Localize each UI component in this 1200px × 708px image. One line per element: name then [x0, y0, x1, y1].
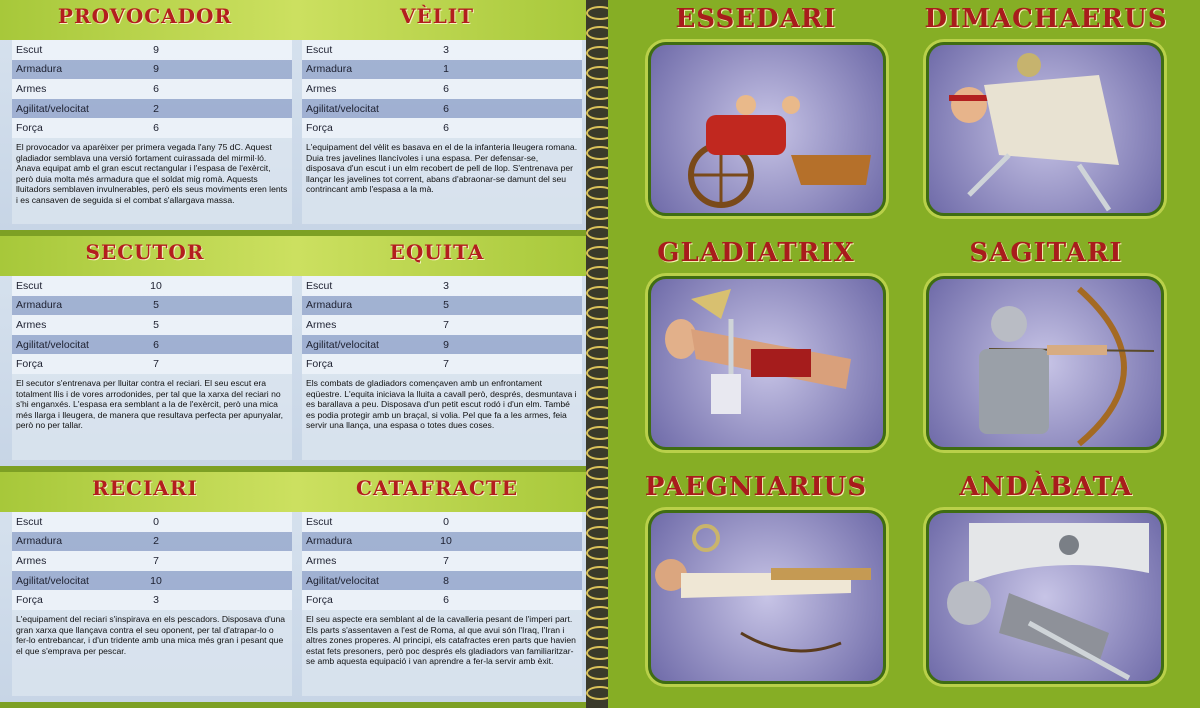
gladiator-card-gladiatrix[interactable]: [648, 276, 886, 450]
stat-row: Força 7: [12, 354, 292, 374]
gladiator-block-3: [0, 472, 592, 702]
stat-row: Armes 7: [12, 551, 292, 571]
stat-row: Agilitat/velocitat 9: [302, 335, 582, 355]
gladiator-description: L'equipament del reciari s'inspirava en els pescadors. Disposava d'una gran xarxa que llançava contra el seu oponent, per tal d'atrapar-lo o fer-lo entrebancar, i d'un tridente amb una mica més gran i pesant que el que s'emprava per pescar.: [12, 610, 292, 696]
gladiator-block-1: [0, 0, 592, 230]
stat-row: Armadura 5: [302, 296, 582, 316]
stat-row: Armadura 9: [12, 60, 292, 80]
stat-row: Armadura 10: [302, 532, 582, 552]
stat-row: Agilitat/velocitat 2: [12, 99, 292, 119]
stat-row: Força 6: [302, 590, 582, 610]
gladiator-column: [302, 512, 582, 696]
stat-row: Armes 7: [302, 315, 582, 335]
stat-row: Escut 0: [12, 512, 292, 532]
gladiator-card-sagitari[interactable]: [926, 276, 1164, 450]
card-title: ESSEDARI: [675, 4, 837, 34]
chariot-illustration: [651, 45, 883, 213]
stat-row: Armes 5: [12, 315, 292, 335]
stat-row: Força 3: [12, 590, 292, 610]
gladiator-title: EQUITA: [389, 240, 485, 264]
paegniarius-illustration: [651, 513, 883, 681]
gladiator-title: RECIARI: [92, 476, 198, 500]
gladiator-title: VÈLIT: [399, 4, 475, 28]
gladiator-title: CATAFRACTE: [355, 476, 519, 500]
stat-row: Armes 6: [302, 79, 582, 99]
dimachaerus-illustration: [929, 45, 1161, 213]
gladiator-description: El seu aspecte era semblant al de la cavalleria pesant de l'imperi part. Els parts s'assentaven a l'est de Roma, al que avui són l'Iraq, l'Iran i altres zones properes. Al principi, els catafractes eren parts que havien estat fets presoners, però poc després els gladiadors van familiaritzar-se amb aquesta equipació i van aprendre a fer-la servir amb èxit.: [302, 610, 582, 696]
gladiator-column: [12, 40, 292, 224]
andabata-illustration: [929, 513, 1161, 681]
stat-row: Escut 9: [12, 40, 292, 60]
card-title: GLADIATRIX: [657, 238, 855, 268]
stat-row: Força 6: [302, 118, 582, 138]
gladiator-card-dimachaerus[interactable]: [926, 42, 1164, 216]
gladiator-title: SECUTOR: [85, 240, 205, 264]
left-page: [0, 0, 592, 708]
gladiatrix-illustration: [651, 279, 883, 447]
gladiator-card-essedari[interactable]: [648, 42, 886, 216]
stat-row: Agilitat/velocitat 8: [302, 571, 582, 591]
gladiator-card-paegniarius[interactable]: [648, 510, 886, 684]
stat-row: Armadura 1: [302, 60, 582, 80]
gladiator-description: L'equipament del vèlit es basava en el de la infanteria lleugera romana. Duia tres javelines llancívoles i una espasa. Per defensar-se, disposava d'un escut i un elm recobert de pell de llop. S'entrenava per llançar les javelines tot corrent, abans d'abraonar-se damunt del seu contrincant amb l'espasa a la mà.: [302, 138, 582, 224]
gladiator-description: El provocador va aparèixer per primera vegada l'any 75 dC. Aquest gladiador semblava una versió fortament cuirassada del mirmil·ló. Anava equipat amb el gran escut rectangular i l'espasa de l'exèrcit, però duia molta més armadura que el soldat mig romà. Aquests lluitadors semblaven invulnerables, però els seus moviments eren lents i es cansaven de seguida si el combat s'allargava massa.: [12, 138, 292, 224]
stat-row: Agilitat/velocitat 6: [302, 99, 582, 119]
stat-row: Agilitat/velocitat 10: [12, 571, 292, 591]
gladiator-title: PROVOCADOR: [57, 4, 233, 28]
gladiator-column: [12, 276, 292, 460]
card-title: PAEGNIARIUS: [644, 472, 868, 502]
stat-row: Agilitat/velocitat 6: [12, 335, 292, 355]
stat-row: Escut 10: [12, 276, 292, 296]
gladiator-description: Els combats de gladiadors començaven amb un enfrontament eqüestre. L'equita iniciava la lluita a cavall però, després, desmuntava i es barallava a peu. Disposava d'un petit escut rodó i d'un elm. També es podia protegir amb un braçal, si volia. Pel que fa a les armes, feia servir una llança, una espasa o totes dues coses.: [302, 374, 582, 460]
card-title: ANDÀBATA: [959, 472, 1133, 502]
stat-row: Armes 7: [302, 551, 582, 571]
gladiator-column: [12, 512, 292, 696]
gladiator-block-2: [0, 236, 592, 466]
stat-row: Armadura 2: [12, 532, 292, 552]
stat-row: Armadura 5: [12, 296, 292, 316]
stat-row: Escut 0: [302, 512, 582, 532]
sagitari-illustration: [929, 279, 1161, 447]
card-title: DIMACHAERUS: [924, 4, 1168, 34]
gladiator-column: [302, 40, 582, 224]
gladiator-card-andabata[interactable]: [926, 510, 1164, 684]
stat-row: Força 6: [12, 118, 292, 138]
card-title: SAGITARI: [969, 238, 1123, 268]
right-page: [608, 0, 1200, 708]
stat-row: Escut 3: [302, 276, 582, 296]
gladiator-description: El secutor s'entrenava per lluitar contra el reciari. El seu escut era totalment llis i de vores arrodonides, per tal que la xarxa del reciari no s'hi enganxés. L'espasa era semblant a la de l'exèrcit, però una mica més llarga i lleugera, de manera que resultava perfecta per apunyalar, però no per tallar.: [12, 374, 292, 460]
stat-row: Força 7: [302, 354, 582, 374]
stat-row: Armes 6: [12, 79, 292, 99]
stat-row: Escut 3: [302, 40, 582, 60]
gladiator-column: [302, 276, 582, 460]
